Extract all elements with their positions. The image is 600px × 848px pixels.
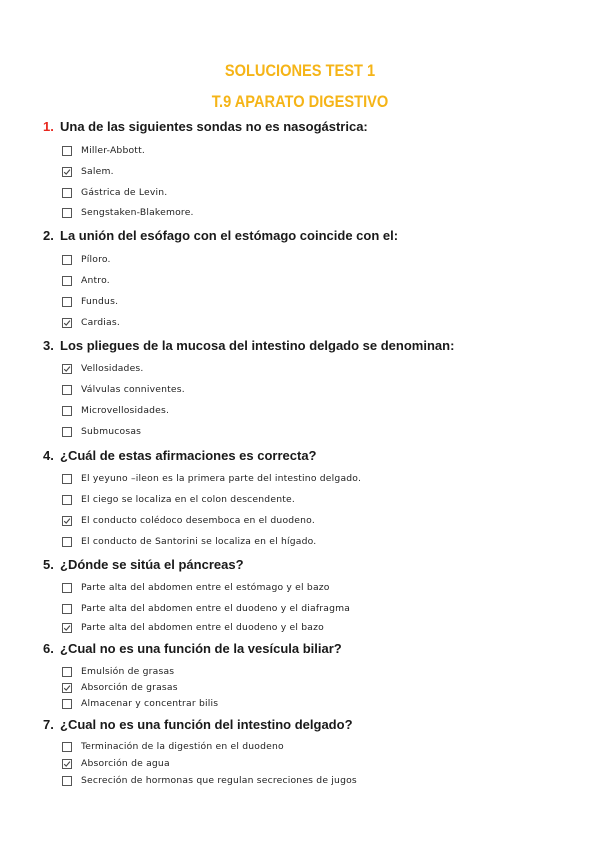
option-label: Absorción de grasas [81,682,178,693]
answer-option[interactable] [62,274,110,288]
checkbox-icon[interactable] [62,427,72,437]
option-label: Válvulas conniventes. [81,384,185,395]
checkbox-icon[interactable] [62,583,72,593]
option-label: Emulsión de grasas [81,666,175,677]
checked-checkbox-icon[interactable] [62,683,72,693]
option-label: Gástrica de Levin. [81,187,168,198]
option-label: Microvellosidades. [81,405,170,416]
checkbox-icon[interactable] [62,699,72,709]
question-number: 6. [43,641,54,656]
option-label: El yeyuno –ileon es la primera parte del intestino delgado. [81,473,362,484]
question-text: ¿Dónde se sitúa el páncreas? [60,557,244,572]
option-label: El conducto de Santorini se localiza en el hígado. [81,536,317,547]
checked-checkbox-icon[interactable] [62,516,72,526]
option-label: Cardias. [81,317,120,328]
checked-checkbox-icon[interactable] [62,759,72,769]
option-label: Almacenar y concentrar bilis [81,698,219,709]
checkbox-icon[interactable] [62,406,72,416]
option-label: Absorción de agua [81,758,170,769]
question-text: ¿Cual no es una función del intestino delgado? [60,717,353,732]
question-5 [43,557,244,573]
page-title: SOLUCIONES TEST 1 [224,61,376,80]
checkbox-icon[interactable] [62,537,72,547]
option-label: Sengstaken-Blakemore. [81,207,194,218]
answer-option[interactable] [62,253,111,267]
answer-option[interactable] [62,144,145,158]
checkbox-icon[interactable] [62,604,72,614]
option-label: Terminación de la digestión en el duodeno [81,741,284,752]
question-3 [43,338,454,354]
answer-option[interactable] [62,740,284,754]
checked-checkbox-icon[interactable] [62,364,72,374]
option-label: Parte alta del abdomen entre el estómago y el bazo [81,582,330,593]
option-label: Parte alta del abdomen entre el duodeno y el diafragma [81,603,351,614]
checkbox-icon[interactable] [62,146,72,156]
answer-option[interactable] [62,514,315,528]
answer-option[interactable] [62,493,295,507]
checkbox-icon[interactable] [62,495,72,505]
answer-option[interactable] [62,681,178,695]
option-label: Píloro. [81,254,111,265]
checked-checkbox-icon[interactable] [62,623,72,633]
question-7 [43,717,353,733]
question-4 [43,448,317,464]
answer-option[interactable] [62,602,350,616]
answer-option[interactable] [62,472,361,486]
checkbox-icon[interactable] [62,667,72,677]
option-label: Submucosas [81,426,142,437]
option-label: Miller-Abbott. [81,145,146,156]
checkbox-icon[interactable] [62,297,72,307]
answer-option[interactable] [62,697,218,711]
question-1 [43,119,368,135]
checkbox-icon[interactable] [62,208,72,218]
option-label: Secreción de hormonas que regulan secreciones de jugos [81,775,357,786]
question-number: 3. [43,338,54,353]
checked-checkbox-icon[interactable] [62,318,72,328]
question-number: 7. [43,717,54,732]
answer-option[interactable] [62,165,114,179]
checkbox-icon[interactable] [62,474,72,484]
answer-option[interactable] [62,206,194,220]
option-label: Salem. [81,166,114,177]
answer-option[interactable] [62,581,330,595]
answer-option[interactable] [62,404,169,418]
question-2 [43,228,398,244]
question-number: 4. [43,448,54,463]
answer-option[interactable] [62,425,141,439]
checked-checkbox-icon[interactable] [62,167,72,177]
question-text: ¿Cual no es una función de la vesícula biliar? [60,641,342,656]
answer-option[interactable] [62,316,120,330]
checkbox-icon[interactable] [62,255,72,265]
question-number: 5. [43,557,54,572]
checkbox-icon[interactable] [62,276,72,286]
question-number: 1. [43,119,54,134]
question-number: 2. [43,228,54,243]
option-label: Fundus. [81,296,119,307]
answer-option[interactable] [62,362,144,376]
checkbox-icon[interactable] [62,188,72,198]
question-6 [43,641,342,657]
option-label: Vellosidades. [81,363,144,374]
checkbox-icon[interactable] [62,742,72,752]
option-label: El conducto colédoco desemboca en el duodeno. [81,515,315,526]
page-subtitle: T.9 APARATO DIGESTIVO [211,92,389,111]
question-text: Una de las siguientes sondas no es nasogástrica: [60,119,368,134]
answer-option[interactable] [62,535,316,549]
answer-option[interactable] [62,186,167,200]
answer-option[interactable] [62,665,174,679]
option-label: Antro. [81,275,110,286]
answer-option[interactable] [62,757,170,771]
option-label: Parte alta del abdomen entre el duodeno y el bazo [81,622,324,633]
answer-option[interactable] [62,621,324,635]
answer-option[interactable] [62,295,118,309]
option-label: El ciego se localiza en el colon descendente. [81,494,295,505]
question-text: ¿Cuál de estas afirmaciones es correcta? [60,448,317,463]
checkbox-icon[interactable] [62,776,72,786]
question-text: La unión del esófago con el estómago coincide con el: [60,228,399,243]
question-text: Los pliegues de la mucosa del intestino delgado se denominan: [60,338,455,353]
answer-option[interactable] [62,774,357,788]
checkbox-icon[interactable] [62,385,72,395]
answer-option[interactable] [62,383,185,397]
